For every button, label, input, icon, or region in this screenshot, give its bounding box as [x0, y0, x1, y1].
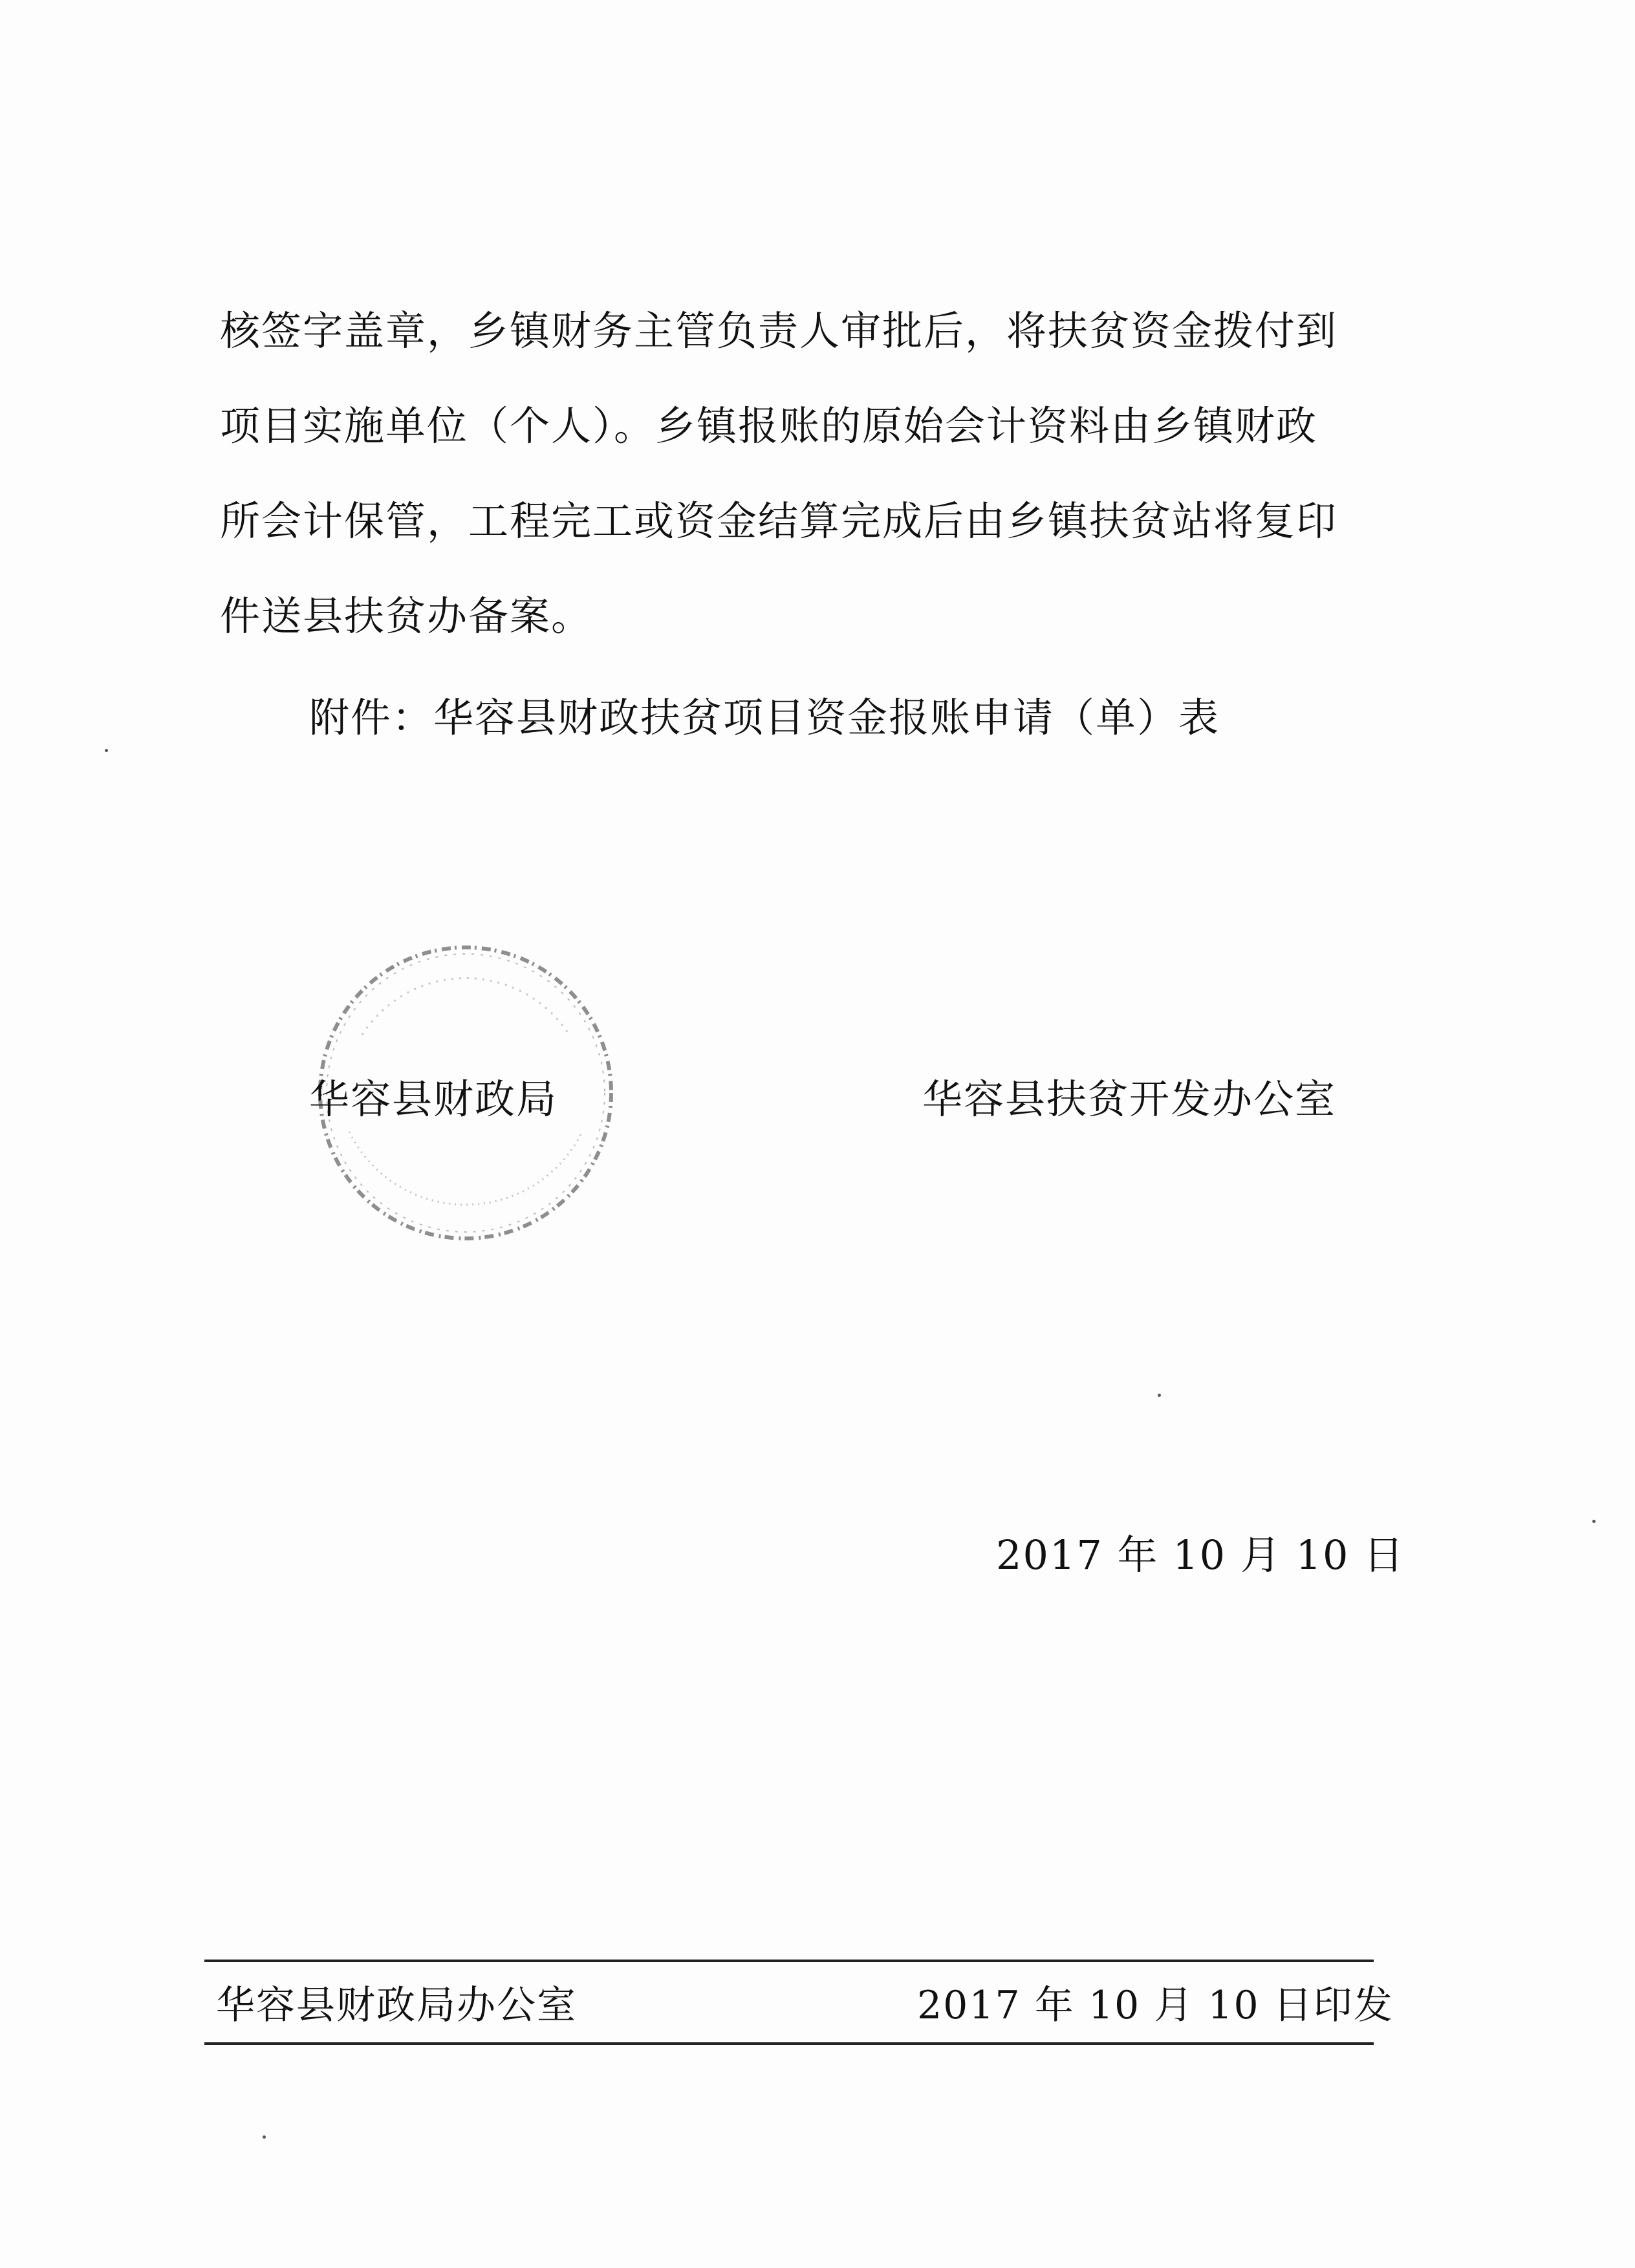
signatory-poverty-office: 华容县扶贫开发办公室 [922, 1075, 1337, 1123]
body-line-1: 核签字盖章，乡镇财务主管负责人审批后，将扶贫资金拨付到 [220, 307, 1338, 354]
attachment-line: 附件：华容县财政扶贫项目资金报账申请（单）表 [309, 694, 1220, 741]
body-line-2: 项目实施单位（个人）。乡镇报账的原始会计资料由乡镇财政 [220, 402, 1318, 449]
signatory-finance-bureau: 华容县财政局 [309, 1075, 558, 1123]
body-line-3: 所会计保管，工程完工或资金结算完成后由乡镇扶贫站将复印 [220, 497, 1338, 545]
body-line-4: 件送县扶贫办备案。 [220, 592, 593, 640]
scan-speck [263, 2135, 266, 2139]
footer-issuer: 华容县财政局办公室 [216, 1983, 577, 2028]
footer-bottom-rule [204, 2042, 1374, 2045]
scan-speck [1592, 1520, 1596, 1523]
scan-speck [1158, 1394, 1161, 1397]
footer-top-rule [204, 1960, 1374, 1962]
document-date: 2017 年 10 月 10 日 [996, 1531, 1405, 1579]
body-paragraph [220, 283, 1378, 664]
scan-speck [105, 749, 108, 752]
footer-issue-date: 2017 年 10 月 10 日印发 [917, 1983, 1394, 2028]
